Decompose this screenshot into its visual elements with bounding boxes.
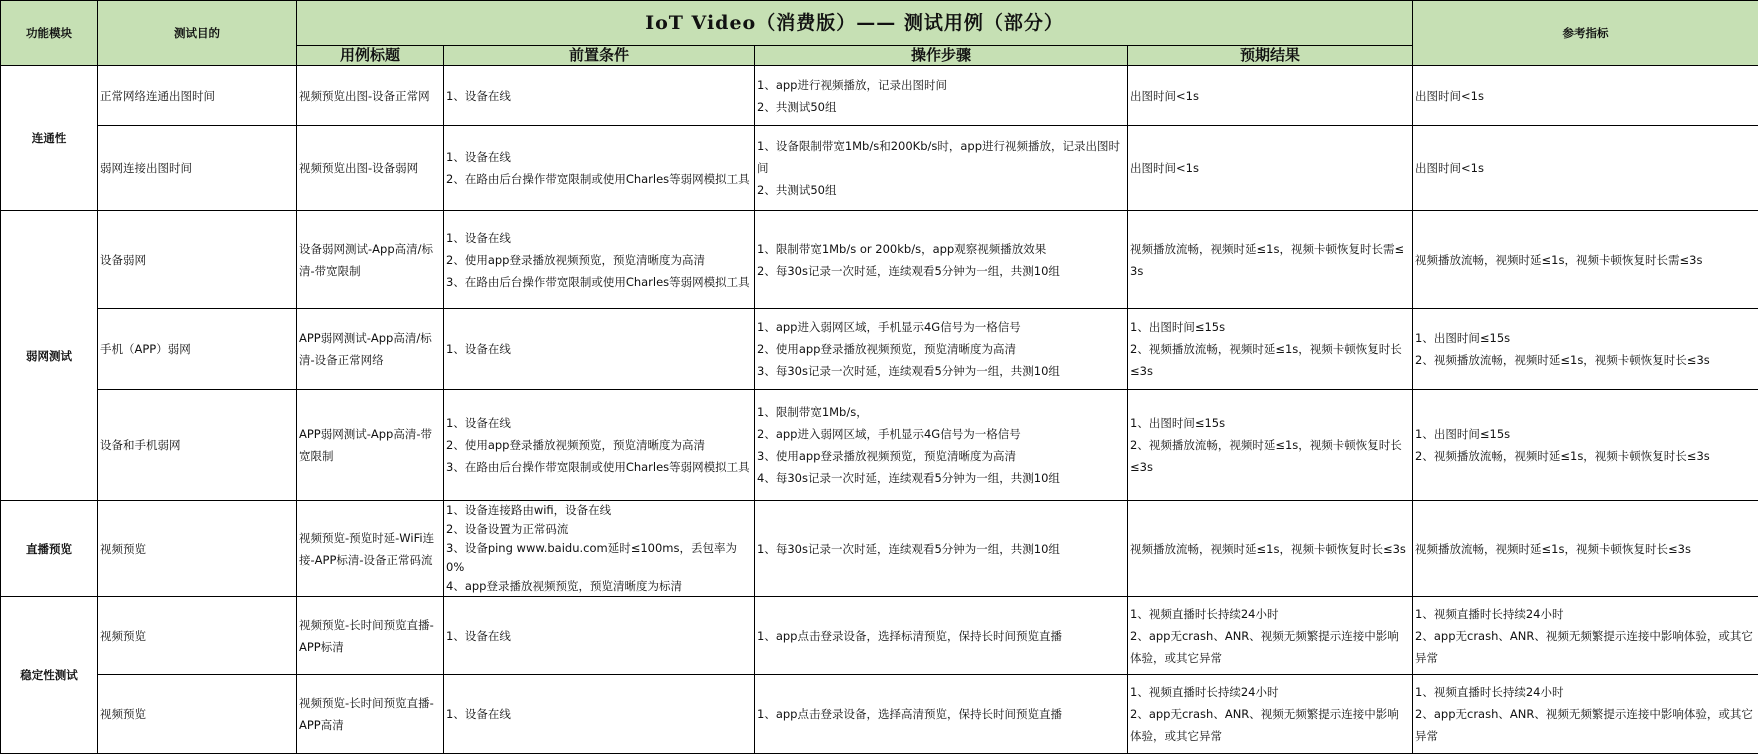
cell-case-title: 视频预览-长时间预览直播-APP高清: [297, 675, 444, 754]
cell-case-title: 视频预览出图-设备弱网: [297, 126, 444, 211]
cell-precondition: [444, 126, 755, 211]
cell-expected: [1128, 390, 1413, 501]
cell-purpose: 视频预览: [98, 597, 297, 675]
cell-reference: [1413, 66, 1758, 126]
line: 1、app进行视频播放，记录出图时间: [757, 74, 1125, 96]
cell-reference: [1413, 597, 1758, 675]
cell-reference: [1413, 501, 1758, 597]
module-weak-network: 弱网测试: [1, 211, 98, 501]
cell-expected: [1128, 126, 1413, 211]
line: 视频播放流畅，视频时延≤1s，视频卡顿恢复时长需≤3s: [1130, 238, 1410, 282]
line: 1、出图时间≤15s: [1415, 327, 1756, 349]
cell-precondition: [444, 211, 755, 309]
cell-steps: [755, 597, 1128, 675]
cell-precondition: [444, 597, 755, 675]
line: 1、出图时间≤15s: [1415, 423, 1756, 445]
line: 1、设备在线: [446, 338, 752, 360]
module-live-preview: 直播预览: [1, 501, 98, 597]
header-expected: 预期结果: [1128, 46, 1413, 66]
line: 3、在路由后台操作带宽限制或使用Charles等弱网模拟工具: [446, 456, 752, 478]
cell-expected: [1128, 675, 1413, 754]
module-connectivity: 连通性: [1, 66, 98, 211]
table-row: [1, 126, 1758, 211]
cell-purpose: 设备和手机弱网: [98, 390, 297, 501]
line: 视频播放流畅，视频时延≤1s，视频卡顿恢复时长≤3s: [1415, 538, 1756, 560]
cell-purpose: 视频预览: [98, 501, 297, 597]
line: 1、出图时间≤15s: [1130, 412, 1410, 434]
line: 1、设备在线: [446, 227, 752, 249]
line: 1、app进入弱网区域，手机显示4G信号为一格信号: [757, 316, 1125, 338]
line: 3、使用app登录播放视频预览，预览清晰度为高清: [757, 445, 1125, 467]
line: 1、每30s记录一次时延，连续观看5分钟为一组，共测10组: [757, 538, 1125, 560]
line: 2、app无crash、ANR、视频无频繁提示连接中影响体验，或其它异常: [1415, 625, 1756, 669]
cell-steps: [755, 211, 1128, 309]
line: 2、共测试50组: [757, 179, 1125, 201]
cell-reference: [1413, 126, 1758, 211]
line: 2、视频播放流畅，视频时延≤1s，视频卡顿恢复时长≤3s: [1130, 338, 1410, 382]
line: 出图时间<1s: [1415, 157, 1756, 179]
line: 视频播放流畅，视频时延≤1s，视频卡顿恢复时长≤3s: [1130, 538, 1410, 560]
cell-case-title: 视频预览-预览时延-WiFi连接-APP标清-设备正常码流: [297, 501, 444, 597]
line: 1、视频直播时长持续24小时: [1130, 603, 1410, 625]
line: 3、每30s记录一次时延，连续观看5分钟为一组，共测10组: [757, 360, 1125, 382]
cell-case-title: 视频预览-长时间预览直播-APP标清: [297, 597, 444, 675]
table-row: [1, 309, 1758, 390]
table-row: [1, 390, 1758, 501]
header-reference: 参考指标: [1413, 1, 1758, 66]
cell-steps: [755, 126, 1128, 211]
cell-case-title: APP弱网测试-App高清-带宽限制: [297, 390, 444, 501]
line: 2、在路由后台操作带宽限制或使用Charles等弱网模拟工具: [446, 168, 752, 190]
line: 1、出图时间≤15s: [1130, 316, 1410, 338]
line: 出图时间<1s: [1415, 85, 1756, 107]
cell-reference: [1413, 211, 1758, 309]
cell-reference: [1413, 309, 1758, 390]
cell-steps: [755, 501, 1128, 597]
cell-expected: [1128, 309, 1413, 390]
line: 1、限制带宽1Mb/s or 200kb/s，app观察视频播放效果: [757, 238, 1125, 260]
table-row: [1, 597, 1758, 675]
line: 4、app登录播放视频预览，预览清晰度为标清: [446, 577, 752, 596]
line: 视频播放流畅，视频时延≤1s，视频卡顿恢复时长需≤3s: [1415, 249, 1756, 271]
line: 1、设备在线: [446, 85, 752, 107]
line: 2、使用app登录播放视频预览，预览清晰度为高清: [757, 338, 1125, 360]
table-row: [1, 211, 1758, 309]
line: 1、设备在线: [446, 412, 752, 434]
header-case-title: 用例标题: [297, 46, 444, 66]
line: 2、app进入弱网区域，手机显示4G信号为一格信号: [757, 423, 1125, 445]
line: 2、视频播放流畅，视频时延≤1s，视频卡顿恢复时长≤3s: [1415, 445, 1756, 467]
cell-purpose: 手机（APP）弱网: [98, 309, 297, 390]
cell-expected: [1128, 597, 1413, 675]
cell-precondition: [444, 501, 755, 597]
cell-precondition: [444, 390, 755, 501]
line: 2、app无crash、ANR、视频无频繁提示连接中影响体验，或其它异常: [1415, 703, 1756, 747]
cell-steps: [755, 390, 1128, 501]
line: 1、app点击登录设备，选择标清预览，保持长时间预览直播: [757, 625, 1125, 647]
cell-purpose: 视频预览: [98, 675, 297, 754]
cell-expected: [1128, 66, 1413, 126]
cell-precondition: [444, 309, 755, 390]
cell-purpose: 正常网络连通出图时间: [98, 66, 297, 126]
cell-purpose: 弱网连接出图时间: [98, 126, 297, 211]
cell-case-title: 视频预览出图-设备正常网: [297, 66, 444, 126]
cell-reference: [1413, 675, 1758, 754]
header-precondition: 前置条件: [444, 46, 755, 66]
cell-steps: [755, 675, 1128, 754]
line: 1、限制带宽1Mb/s，: [757, 401, 1125, 423]
line: 2、设备设置为正常码流: [446, 520, 752, 539]
cell-expected: [1128, 211, 1413, 309]
line: 2、视频播放流畅，视频时延≤1s，视频卡顿恢复时长≤3s: [1130, 434, 1410, 478]
line: 2、使用app登录播放视频预览，预览清晰度为高清: [446, 434, 752, 456]
cell-precondition: [444, 66, 755, 126]
line: 1、设备限制带宽1Mb/s和200Kb/s时，app进行视频播放，记录出图时间: [757, 135, 1125, 179]
header-purpose: 测试目的: [98, 1, 297, 66]
line: 2、app无crash、ANR、视频无频繁提示连接中影响体验，或其它异常: [1130, 703, 1410, 747]
line: 2、视频播放流畅，视频时延≤1s，视频卡顿恢复时长≤3s: [1415, 349, 1756, 371]
cell-reference: [1413, 390, 1758, 501]
table-row: [1, 66, 1758, 126]
line: 出图时间<1s: [1130, 85, 1410, 107]
line: 1、视频直播时长持续24小时: [1415, 603, 1756, 625]
line: 1、设备在线: [446, 703, 752, 725]
line: 出图时间<1s: [1130, 157, 1410, 179]
line: 1、app点击登录设备，选择高清预览，保持长时间预览直播: [757, 703, 1125, 725]
line: 4、每30s记录一次时延，连续观看5分钟为一组，共测10组: [757, 467, 1125, 489]
sheet-title: IoT Video（消费版）—— 测试用例（部分）: [297, 1, 1413, 46]
line: 3、在路由后台操作带宽限制或使用Charles等弱网模拟工具: [446, 271, 752, 293]
cell-steps: [755, 66, 1128, 126]
cell-case-title: 设备弱网测试-App高清/标清-带宽限制: [297, 211, 444, 309]
line: 2、app无crash、ANR、视频无频繁提示连接中影响体验，或其它异常: [1130, 625, 1410, 669]
line: 2、每30s记录一次时延，连续观看5分钟为一组，共测10组: [757, 260, 1125, 282]
line: 1、设备连接路由wifi，设备在线: [446, 501, 752, 520]
cell-steps: [755, 309, 1128, 390]
module-stability: 稳定性测试: [1, 597, 98, 754]
cell-expected: [1128, 501, 1413, 597]
table-row: [1, 675, 1758, 754]
cell-precondition: [444, 675, 755, 754]
line: 2、共测试50组: [757, 96, 1125, 118]
line: 1、设备在线: [446, 146, 752, 168]
cell-case-title: APP弱网测试-App高清/标清-设备正常网络: [297, 309, 444, 390]
line: 1、视频直播时长持续24小时: [1130, 681, 1410, 703]
line: 1、设备在线: [446, 625, 752, 647]
header-module: 功能模块: [1, 1, 98, 66]
cell-purpose: 设备弱网: [98, 211, 297, 309]
header-steps: 操作步骤: [755, 46, 1128, 66]
line: 3、设备ping www.baidu.com延时≤100ms，丢包率为0%: [446, 539, 752, 577]
line: 2、使用app登录播放视频预览，预览清晰度为高清: [446, 249, 752, 271]
table-row: [1, 501, 1758, 597]
line: 1、视频直播时长持续24小时: [1415, 681, 1756, 703]
